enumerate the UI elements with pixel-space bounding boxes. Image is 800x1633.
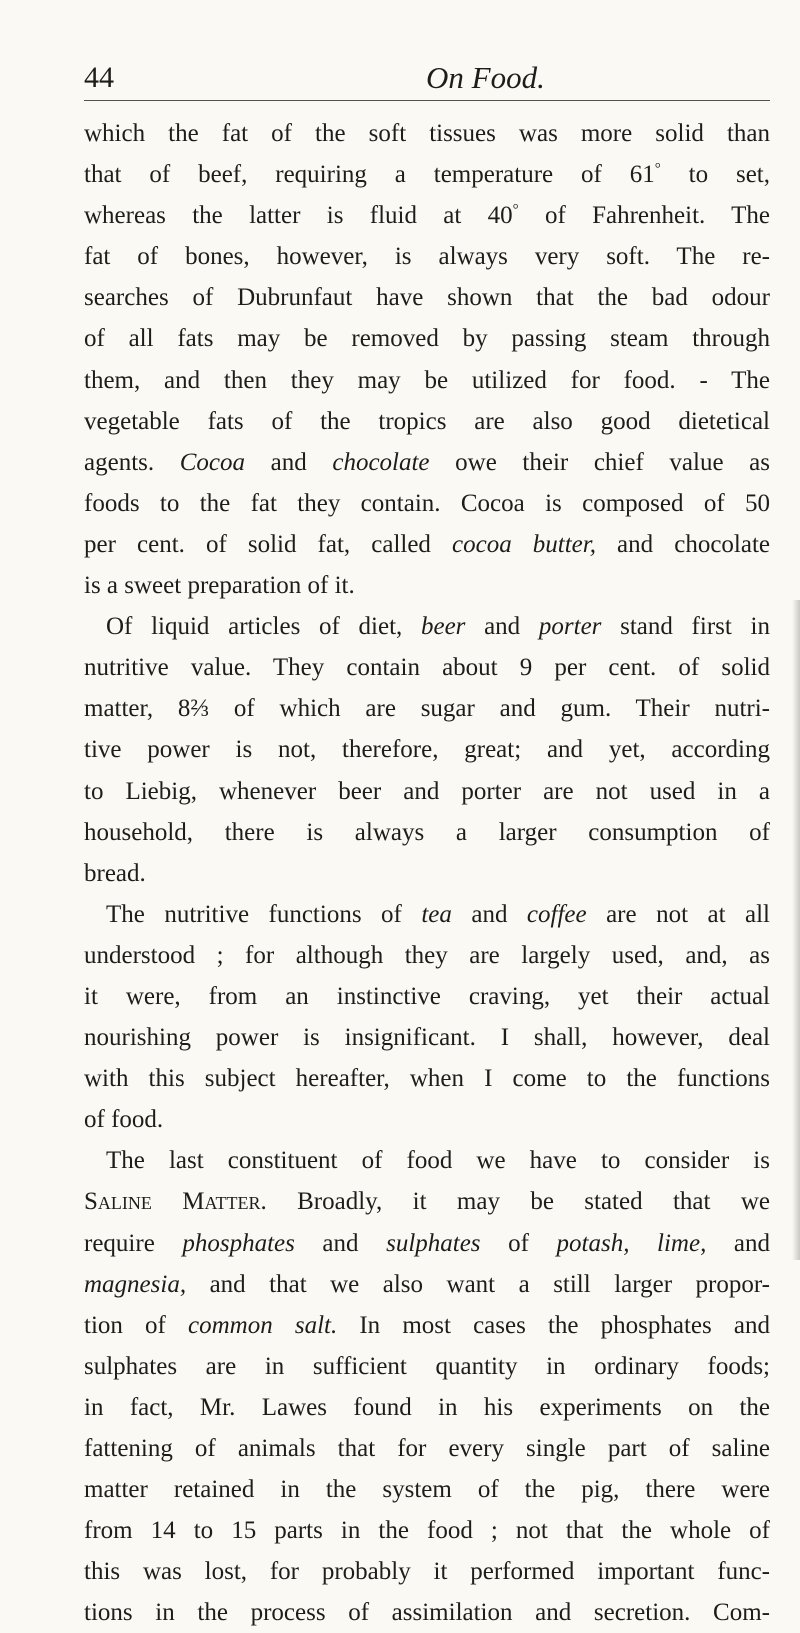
text-line: with this subject hereafter, when I come to the functions <box>84 1065 770 1093</box>
text-line: bread. <box>84 859 146 887</box>
text-line: per cent. of solid fat, called cocoa butter, and chocolate <box>84 530 771 558</box>
text-line: this was lost, for probably it performed important func- <box>84 1558 770 1586</box>
italic-term: potash, <box>556 1229 630 1257</box>
text-line: nutritive value. They contain about 9 per cent. of solid <box>84 654 770 682</box>
text-line: which the fat of the soft tissues was more solid than <box>84 120 770 147</box>
text-line: require phosphates and sulphates of potash, lime, and <box>84 1229 770 1257</box>
text-line: of all fats may be removed by passing steam through <box>84 325 770 353</box>
text-line: to Liebig, whenever beer and porter are not used in a <box>84 777 770 805</box>
text-line: The nutritive functions of tea and coffee are not at all <box>106 900 770 928</box>
text-line: them, and then they may be utilized for food. - The <box>84 366 770 394</box>
italic-term: tea <box>421 900 452 928</box>
text-line: Saline Matter. Broadly, it may be stated that we <box>84 1188 770 1216</box>
italic-term: Cocoa <box>179 448 246 476</box>
text-line: sulphates are in sufficient quantity in ordinary foods; <box>84 1352 770 1380</box>
page-header <box>84 58 770 98</box>
text-line: vegetable fats of the tropics are also good dietetical <box>84 407 770 435</box>
small-caps-term: Saline Matter. <box>84 1188 267 1216</box>
body-text <box>84 113 770 1633</box>
text-line: nourishing power is insignificant. I shall, however, deal <box>84 1024 770 1052</box>
text-line: foods to the fat they contain. Cocoa is composed of 50 <box>84 489 770 517</box>
text-line: tions in the process of assimilation and secretion. Com- <box>84 1599 770 1627</box>
degree-sign: ° <box>512 202 519 219</box>
text-line: tive power is not, therefore, great; and yet, according <box>84 736 770 764</box>
text-line: that of beef, requiring a temperature of 61° to set, <box>84 161 770 189</box>
text-line: magnesia, and that we also want a still larger propor- <box>84 1270 770 1298</box>
italic-term: common salt. <box>188 1311 338 1339</box>
text-line: matter, 8⅔ of which are sugar and gum. Their nutri- <box>84 695 770 723</box>
text-line: fattening of animals that for every single part of saline <box>84 1435 770 1462</box>
italic-term: lime, <box>657 1229 707 1257</box>
text-line: agents. Cocoa and chocolate owe their chief value as <box>84 448 770 476</box>
italic-term: chocolate <box>332 448 430 476</box>
text-line: in fact, Mr. Lawes found in his experiments on the <box>84 1393 770 1421</box>
page-edge-shadow <box>792 600 800 1260</box>
text-line: matter retained in the system of the pig, there were <box>84 1476 770 1504</box>
text-line: The last constituent of food we have to consider is <box>106 1147 770 1175</box>
header-rule <box>84 100 770 101</box>
italic-term: cocoa butter, <box>452 530 596 558</box>
text-line: tion of common salt. In most cases the phosphates and <box>84 1311 770 1339</box>
italic-term: phosphates <box>182 1229 295 1257</box>
text-line: Of liquid articles of diet, beer and porter stand first in <box>106 613 770 641</box>
degree-sign: ° <box>654 161 661 178</box>
text-line: whereas the latter is fluid at 40° of Fahrenheit. The <box>84 202 770 230</box>
text-line: household, there is always a larger consumption of <box>84 818 770 846</box>
text-line: it were, from an instinctive craving, yet their actual <box>84 982 770 1010</box>
italic-term: magnesia, <box>84 1270 187 1298</box>
text-line: understood ; for although they are largely used, and, as <box>84 941 770 969</box>
italic-term: sulphates <box>386 1229 481 1257</box>
text-line: is a sweet preparation of it. <box>84 572 355 600</box>
text-line: from 14 to 15 parts in the food ; not that the whole of <box>84 1517 770 1545</box>
text-line: of food. <box>84 1106 164 1134</box>
italic-term: porter <box>538 613 602 641</box>
page-number: 44 <box>84 61 114 94</box>
text-line: fat of bones, however, is always very soft. The re- <box>84 243 770 271</box>
text-line: searches of Dubrunfaut have shown that the bad odour <box>84 284 770 312</box>
italic-term: coffee <box>526 900 587 928</box>
running-title: On Food. <box>426 60 545 95</box>
italic-term: beer <box>420 613 466 641</box>
